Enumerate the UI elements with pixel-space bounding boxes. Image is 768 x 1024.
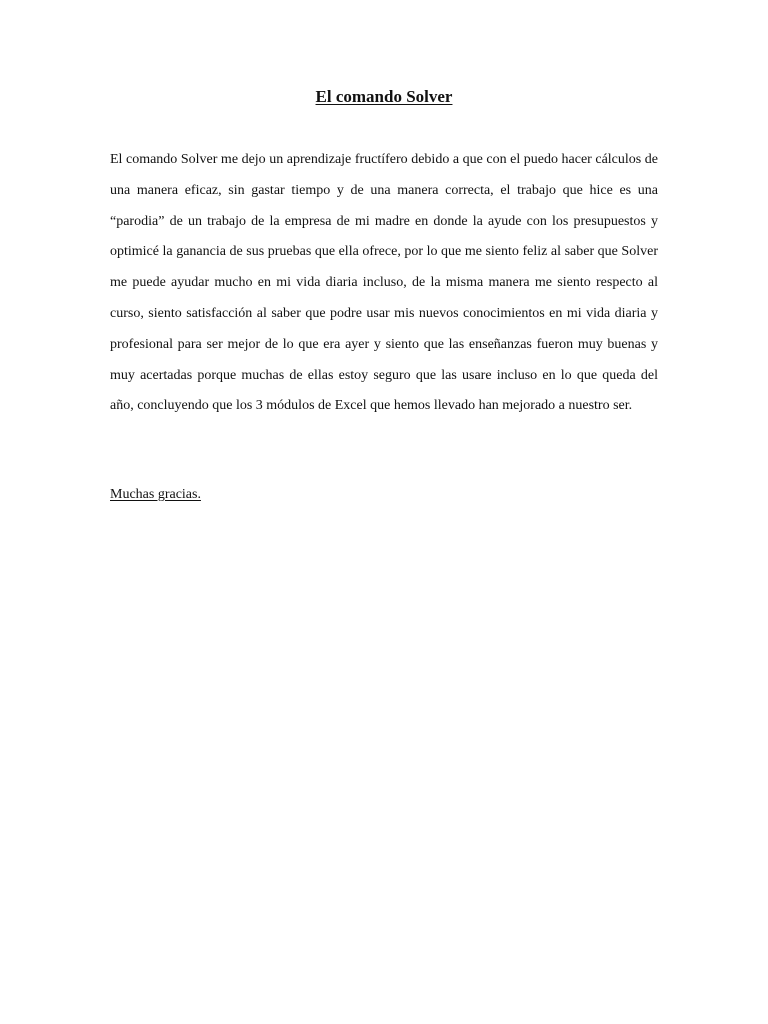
closing-text: Muchas gracias.: [110, 487, 201, 502]
document-title: El comando Solver: [315, 87, 453, 106]
body-paragraph: El comando Solver me dejo un aprendizaje fructífero debido a que con el puedo hacer cálculos de una manera eficaz, sin gastar tiempo y de una manera correcta, el trabajo que hice es una “parodia” de un trabajo de la empresa de mi madre en donde la ayude con los presupuestos y optimicé la ganancia de sus pruebas que ella ofrece, por lo que me siento feliz al saber que Solver me puede ayudar mucho en mi vida diaria incluso, de la misma manera me siento respecto al curso, siento satisfacción al saber que podre usar mis nuevos conocimientos en mi vida diaria y profesional para ser mejor de lo que era ayer y siento que las enseñanzas fueron muy buenas y muy acertadas porque muchas de ellas estoy seguro que las usare incluso en lo que queda del año, concluyendo que los 3 módulos de Excel que hemos llevado han mejorado a nuestro ser.: [110, 152, 658, 414]
